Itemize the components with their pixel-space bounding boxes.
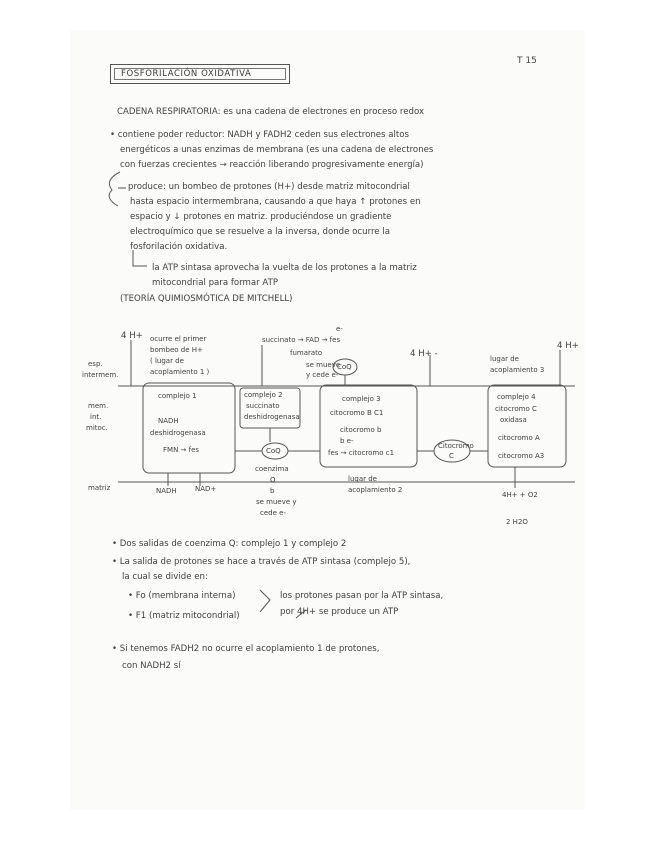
note-line-3: la cual se divide en: [122,572,208,582]
left-mitoc: mitoc. [86,424,108,432]
intro-line-2: • contiene poder reductor: NADH y FADH2 ceden sus electrones altos [110,130,410,140]
intro-line-3: energéticos a unas enzimas de membrana (es una cadena de electrones [120,145,434,155]
complex3-l4: b e- [340,437,354,445]
coq-mid-label: CoQ [266,447,281,455]
complex1-l4: FMN → fes [163,446,200,454]
coq-top-label: CoQ [337,363,352,371]
page-number: T 15 [517,56,537,66]
intro-line-11: mitocondrial para formar ATP [152,278,279,288]
complex2-l1: complejo 2 [244,391,283,399]
notes-brace [260,590,270,612]
intro-line-8: electroquímico que se resuelve a la inversa, donde ocurre la [130,227,390,237]
cytochrome-c-letter: C [449,452,454,460]
left-espacio: esp. [88,360,103,368]
coenzyme-1: coenzima [255,465,289,473]
h-top-left: 4 H+ [121,331,143,341]
complex2-l2: succinato [246,402,280,410]
intro-line-12: (TEORÍA QUIMIOSMÓTICA DE MITCHELL) [120,294,293,304]
coenzyme-3: b [270,487,275,495]
moves-2: y cede e- [306,371,339,379]
note-line-1: • Dos salidas de coenzima Q: complejo 1 y complejo 2 [112,539,347,549]
coenzyme-2: Q [270,476,276,484]
left-int: int. [90,413,102,421]
site3-1: lugar de [490,355,519,363]
note-1: ocurre el primer [150,335,207,343]
page-title: FOSFORILACIÓN OXIDATIVA [121,69,252,79]
cytochrome-c-label: Citocromo [438,442,474,450]
intro-line-10: la ATP sintasa aprovecha la vuelta de los protones a la matriz [152,263,417,273]
site2-1: lugar de [348,475,377,483]
succinate-reaction: succinato → FAD → fes [262,336,341,344]
h-top-right: 4 H+ [557,341,579,351]
complex1-name: complejo 1 [158,392,197,400]
note-line-4: • Fo (membrana interna) [128,591,236,601]
site3-2: acoplamiento 3 [490,366,545,374]
complex3-l3: citocromo b [340,426,382,434]
water-2: 2 H2O [506,518,528,526]
complex2-l3: deshidrogenasa [244,413,300,421]
coenzyme-5: cede e- [260,509,286,517]
left-matriz: matriz [88,484,111,492]
synthase-arrow [133,250,147,266]
left-inter: intermem. [82,371,119,379]
intro-line-1: CADENA RESPIRATORIA: es una cadena de electrones en proceso redox [117,107,425,117]
complex1-l2: NADH [158,417,179,425]
complex4-l3: oxidasa [500,416,527,424]
intro-line-5: produce: un bombeo de protones (H+) desde matriz mitocondrial [128,182,410,192]
note-2: bombeo de H+ [150,346,203,354]
note-3: ( lugar de [150,357,184,365]
note-line-2: • La salida de protones se hace a través de ATP sintasa (complejo 5), [112,557,411,567]
complex4-l5: citocromo A3 [498,452,545,460]
moves-1: se mueve [306,361,341,369]
left-mem: mem. [88,402,109,410]
complex4-l4: citocromo A [498,434,540,442]
complex4-l1: complejo 4 [497,393,536,401]
intro-line-7: espacio y ↓ protones en matriz. produciéndose un gradiente [130,212,392,222]
complex3-l5: fes → citocromo c1 [328,449,395,457]
water-1: 4H+ + O2 [502,491,538,499]
h-mid: 4 H+ - [410,349,438,359]
note-line-9: con NADH2 sí [122,661,181,671]
note-4: acoplamiento 1 ) [150,368,210,376]
note-line-6: los protones pasan por la ATP sintasa, [280,591,444,601]
complex4-l2: citocromo C [495,405,537,413]
fumarate: fumarato [290,349,323,357]
complex1-l3: deshidrogenasa [150,429,206,437]
note-line-7: por 4H+ se produce un ATP [280,607,399,617]
note-line-5: • F1 (matriz mitocondrial) [128,611,240,621]
nadh-label: NADH [156,487,177,495]
e-minus-top: e- [336,325,343,333]
complex3-l1: complejo 3 [342,395,381,403]
brace-stroke [109,172,120,206]
intro-line-4: con fuerzas crecientes → reacción liberando progresivamente energía) [120,160,424,170]
complex3-l2: citocromo B C1 [330,409,384,417]
site2-2: acoplamiento 2 [348,486,403,494]
coenzyme-4: se mueve y [256,498,297,506]
nad-label: NAD+ [195,485,217,493]
intro-line-6: hasta espacio intermembrana, causando a que haya ↑ protones en [130,197,421,207]
note-line-8: • Si tenemos FADH2 no ocurre el acoplamiento 1 de protones, [112,644,380,654]
intro-line-9: fosforilación oxidativa. [130,242,228,252]
